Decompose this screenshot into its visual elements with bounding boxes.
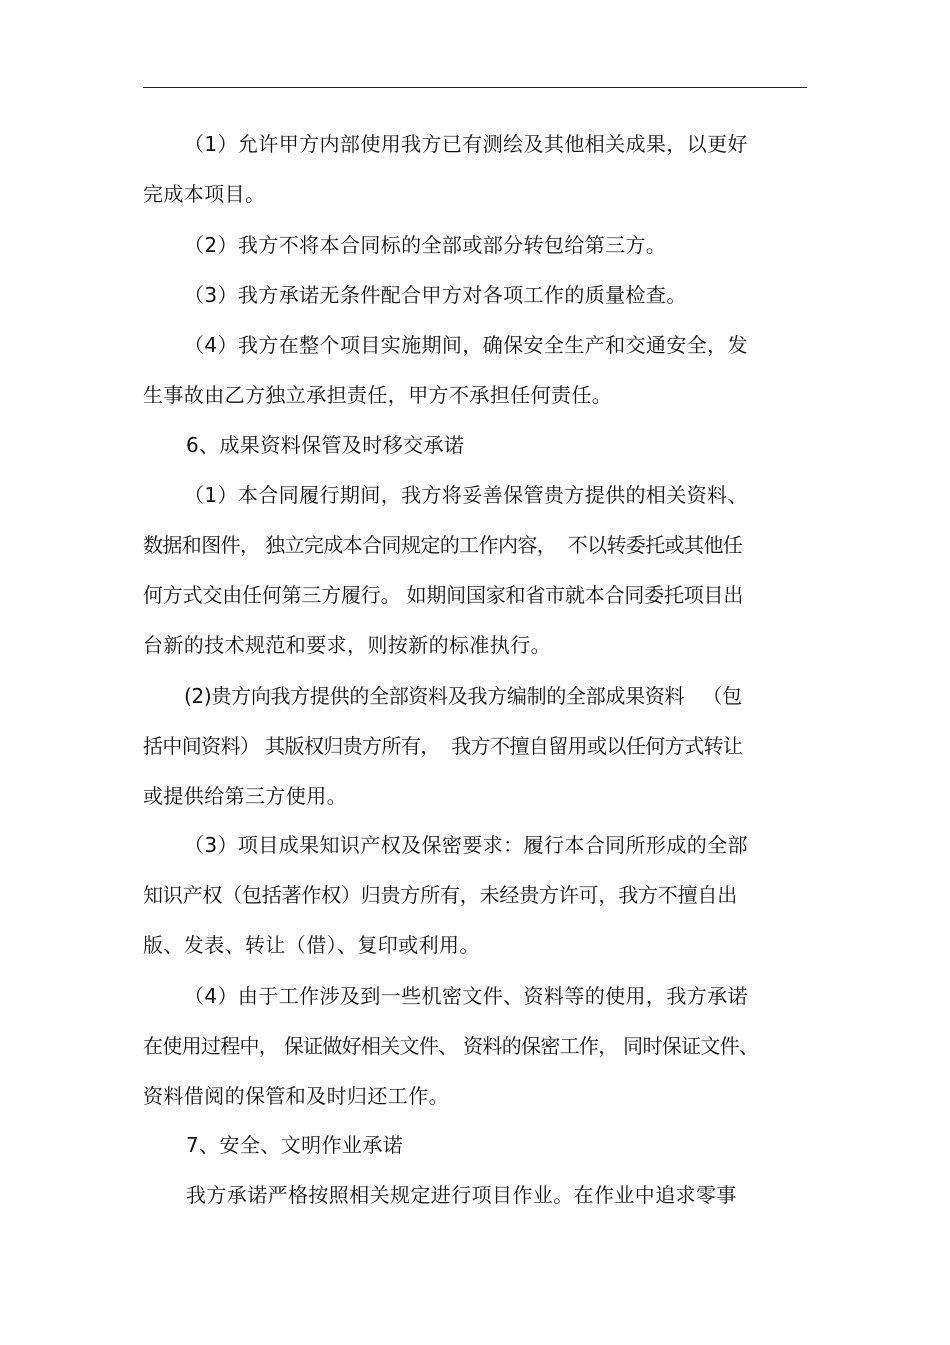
- text-line: （3）我方承诺无条件配合甲方对各项工作的质量检查。: [184, 283, 687, 307]
- text-line: (2)贵方向我方提供的全部资料及我方编制的全部成果资料 （包: [184, 684, 742, 708]
- text-line: 知识产权（包括著作权）归贵方所有，未经贵方许可，我方不擅自出: [143, 883, 737, 907]
- text-line: 在使用过程中， 保证做好相关文件、 资料的保密工作， 同时保证文件、: [143, 1034, 759, 1058]
- text-line: 台新的技术规范和要求，则按新的标准执行。: [143, 633, 551, 657]
- text-line: （4）我方在整个项目实施期间，确保安全生产和交通安全，发: [184, 333, 748, 357]
- text-line: 资料借阅的保管和及时归还工作。: [143, 1084, 449, 1108]
- section-heading: 7、安全、文明作业承诺: [186, 1133, 404, 1157]
- text-line: 完成本项目。: [143, 182, 266, 206]
- text-line: 生事故由乙方独立承担责任，甲方不承担任何责任。: [143, 383, 613, 407]
- text-line: （1）本合同履行期间，我方将妥善保管贵方提供的相关资料、: [184, 483, 748, 507]
- text-line: 数据和图件， 独立完成本合同规定的工作内容， 不以转委托或其他任: [143, 533, 743, 557]
- text-line: （4）由于工作涉及到一些机密文件、资料等的使用，我方承诺: [184, 984, 748, 1008]
- text-line: 我方承诺严格按照相关规定进行项目作业。在作业中追求零事: [186, 1183, 737, 1207]
- text-line: （2）我方不将本合同标的全部或部分转包给第三方。: [184, 233, 667, 257]
- text-line: 何方式交由任何第三方履行。 如期间国家和省市就本合同委托项目出: [143, 583, 744, 607]
- text-line: 版、发表、转让（借）、复印或利用。: [143, 933, 480, 957]
- text-line: 括中间资料） 其版权归贵方所有， 我方不擅自留用或以任何方式转让: [143, 734, 743, 758]
- text-line: 或提供给第三方使用。: [143, 784, 347, 808]
- section-heading: 6、成果资料保管及时移交承诺: [186, 433, 465, 457]
- text-line: （3）项目成果知识产权及保密要求：履行本合同所形成的全部: [184, 833, 748, 857]
- text-line: （1）允许甲方内部使用我方已有测绘及其他相关成果，以更好: [184, 132, 748, 156]
- header-rule: [143, 87, 807, 88]
